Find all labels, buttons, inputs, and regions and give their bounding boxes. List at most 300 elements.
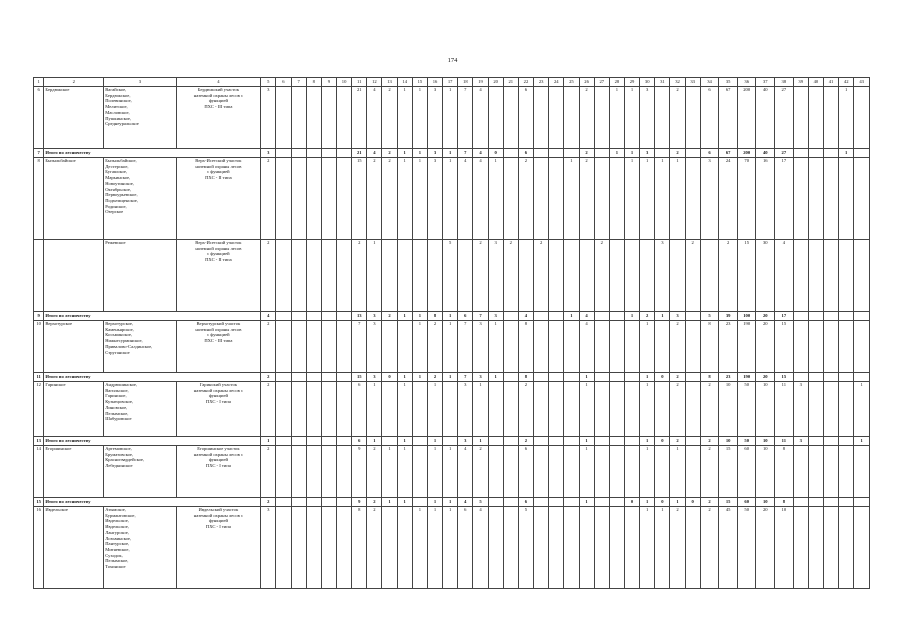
- value-cell: 1: [670, 498, 685, 507]
- value-cell: [854, 373, 870, 382]
- column-header: 2: [44, 78, 104, 87]
- value-cell: [534, 507, 549, 589]
- value-cell: 4: [579, 312, 594, 321]
- value-cell: 1: [473, 437, 488, 446]
- value-cell: 3: [261, 149, 276, 158]
- column-header: 17: [443, 78, 458, 87]
- value-cell: [549, 312, 564, 321]
- value-cell: 1: [412, 507, 427, 589]
- value-cell: [609, 240, 624, 312]
- row-number: 13: [34, 437, 44, 446]
- value-cell: 4: [473, 507, 488, 589]
- value-cell: 10: [719, 382, 738, 437]
- value-cell: [337, 373, 352, 382]
- value-cell: 2: [427, 321, 442, 373]
- value-cell: [276, 87, 291, 149]
- value-cell: 190: [737, 373, 756, 382]
- value-cell: [793, 321, 808, 373]
- lesnichestvo-name: Первоурьевское,: [105, 192, 138, 198]
- value-cell: [564, 382, 579, 437]
- lesnichestvo-name: Ивдельское,: [105, 518, 129, 524]
- value-cell: 1: [564, 312, 579, 321]
- value-cell: [685, 382, 700, 437]
- value-cell: 15: [352, 158, 367, 240]
- value-cell: 1: [427, 507, 442, 589]
- value-cell: 24: [719, 158, 738, 240]
- fire-unit-line: функцией: [208, 518, 228, 524]
- value-cell: [321, 312, 336, 321]
- value-cell: [609, 312, 624, 321]
- value-cell: [412, 446, 427, 498]
- value-cell: [412, 498, 427, 507]
- value-cell: 23: [719, 373, 738, 382]
- fire-unit-line: ПХС - I типа: [205, 463, 231, 469]
- value-cell: [564, 446, 579, 498]
- value-cell: [685, 437, 700, 446]
- value-cell: 3: [261, 507, 276, 589]
- column-header: 34: [700, 78, 719, 87]
- value-cell: [609, 446, 624, 498]
- lesnichestvo-name: Нижнесурминское,: [105, 338, 143, 344]
- value-cell: [793, 158, 808, 240]
- value-cell: 2: [670, 87, 685, 149]
- value-cell: 1: [839, 149, 854, 158]
- value-cell: 1: [624, 149, 639, 158]
- value-cell: [854, 158, 870, 240]
- value-cell: [412, 240, 427, 312]
- value-cell: 2: [427, 373, 442, 382]
- value-cell: [808, 149, 823, 158]
- column-header: 11: [352, 78, 367, 87]
- value-cell: [808, 498, 823, 507]
- value-cell: [685, 507, 700, 589]
- value-cell: 2: [594, 240, 609, 312]
- value-cell: 60: [737, 446, 756, 498]
- value-cell: [306, 437, 321, 446]
- value-cell: [549, 382, 564, 437]
- lesnichestvo-name: Пушкинское,: [105, 115, 132, 121]
- value-cell: [793, 446, 808, 498]
- value-cell: [382, 382, 397, 437]
- value-cell: 1: [854, 437, 870, 446]
- value-cell: 1: [397, 373, 412, 382]
- value-cell: [337, 240, 352, 312]
- value-cell: 5: [443, 240, 458, 312]
- value-cell: [854, 507, 870, 589]
- value-cell: [321, 87, 336, 149]
- row-number: 12: [34, 382, 44, 437]
- value-cell: 1: [488, 158, 503, 240]
- lesnichestvo-name: Артемовское,: [105, 446, 132, 451]
- value-cell: 200: [737, 149, 756, 158]
- lesnichestvo-name: Митяевское,: [105, 546, 130, 552]
- value-cell: [793, 373, 808, 382]
- column-header: 35: [719, 78, 738, 87]
- value-cell: [823, 498, 838, 507]
- lesnichestvo-name: Косьминское,: [105, 332, 133, 338]
- value-cell: 7: [458, 87, 473, 149]
- value-cell: 40: [756, 149, 775, 158]
- value-cell: [382, 240, 397, 312]
- fire-unit-line: с функцией: [207, 332, 230, 338]
- value-cell: [306, 382, 321, 437]
- row-number: 15: [34, 498, 44, 507]
- value-cell: 2: [670, 373, 685, 382]
- value-cell: [685, 321, 700, 373]
- value-cell: 1: [640, 446, 655, 498]
- value-cell: [594, 158, 609, 240]
- value-cell: 4: [458, 158, 473, 240]
- value-cell: 21: [352, 149, 367, 158]
- value-cell: 27: [775, 87, 794, 149]
- total-label: Итого по лесничеству: [44, 149, 261, 158]
- fire-unit-line: с функцией: [207, 251, 230, 257]
- fire-unit: [176, 158, 261, 240]
- value-cell: 2: [382, 158, 397, 240]
- value-cell: [594, 321, 609, 373]
- value-cell: 2: [261, 446, 276, 498]
- value-cell: [534, 321, 549, 373]
- total-label: Итого по лесничеству: [44, 373, 261, 382]
- value-cell: [609, 373, 624, 382]
- column-header: 1: [34, 78, 44, 87]
- value-cell: [291, 507, 306, 589]
- lesnichestvo-name: Озерское: [105, 209, 124, 215]
- fire-unit-line: наземной охраны лесов: [195, 245, 242, 251]
- value-cell: [655, 149, 670, 158]
- value-cell: 60: [737, 498, 756, 507]
- column-header: 3: [104, 78, 176, 87]
- value-cell: [458, 240, 473, 312]
- value-cell: 5: [518, 507, 533, 589]
- lesnichestvo-name: Привалово-Салдинское,: [105, 343, 153, 349]
- value-cell: 4: [579, 321, 594, 373]
- district-name: Егоршинское: [44, 446, 104, 498]
- value-cell: 13: [352, 312, 367, 321]
- value-cell: 4: [473, 87, 488, 149]
- value-cell: [534, 373, 549, 382]
- value-cell: 1: [640, 507, 655, 589]
- value-cell: [276, 437, 291, 446]
- value-cell: 1: [624, 158, 639, 240]
- value-cell: [276, 507, 291, 589]
- fire-unit-line: наземной охраны лесов с: [193, 387, 244, 393]
- value-cell: 6: [518, 498, 533, 507]
- lesnichestvo-name: Линовское,: [105, 404, 128, 410]
- value-cell: [321, 446, 336, 498]
- value-cell: [839, 312, 854, 321]
- value-cell: [549, 240, 564, 312]
- value-cell: [624, 321, 639, 373]
- lesnichestvo-name: Гаринское,: [105, 393, 127, 399]
- value-cell: 6: [700, 87, 719, 149]
- value-cell: 15: [775, 373, 794, 382]
- value-cell: 2: [382, 149, 397, 158]
- value-cell: 2: [700, 446, 719, 498]
- header-row: [34, 78, 870, 87]
- value-cell: 3: [640, 87, 655, 149]
- value-cell: [321, 149, 336, 158]
- value-cell: 2: [518, 382, 533, 437]
- value-cell: 4: [367, 149, 382, 158]
- value-cell: 27: [775, 149, 794, 158]
- value-cell: [839, 507, 854, 589]
- page-number: 174: [447, 57, 458, 64]
- value-cell: 1: [427, 446, 442, 498]
- value-cell: 3: [458, 382, 473, 437]
- value-cell: [823, 321, 838, 373]
- value-cell: [488, 446, 503, 498]
- value-cell: 1: [397, 446, 412, 498]
- value-cell: 2: [261, 321, 276, 373]
- value-cell: 1: [443, 149, 458, 158]
- value-cell: 30: [756, 240, 775, 312]
- value-cell: [397, 507, 412, 589]
- value-cell: [321, 507, 336, 589]
- column-header: 13: [382, 78, 397, 87]
- value-cell: 50: [737, 382, 756, 437]
- value-cell: [291, 240, 306, 312]
- value-cell: 8: [700, 373, 719, 382]
- column-header: 5: [261, 78, 276, 87]
- column-header: 28: [609, 78, 624, 87]
- value-cell: 1: [397, 312, 412, 321]
- value-cell: [609, 321, 624, 373]
- value-cell: 17: [775, 158, 794, 240]
- value-cell: [564, 87, 579, 149]
- fire-unit-line: Бердюжский участок: [197, 87, 239, 92]
- value-cell: [655, 321, 670, 373]
- value-cell: [564, 149, 579, 158]
- value-cell: [276, 149, 291, 158]
- value-cell: 15: [775, 321, 794, 373]
- lesnichestva-list: [104, 158, 176, 240]
- value-cell: [306, 498, 321, 507]
- lesnichestvo-name: Атымское,: [105, 507, 126, 512]
- value-cell: 2: [700, 498, 719, 507]
- value-cell: 67: [719, 87, 738, 149]
- fire-unit-line: наземной охраны лесов с: [193, 92, 244, 98]
- value-cell: 1: [412, 87, 427, 149]
- value-cell: [564, 437, 579, 446]
- value-cell: 4: [458, 446, 473, 498]
- value-cell: [808, 87, 823, 149]
- value-cell: 2: [670, 507, 685, 589]
- value-cell: 1: [443, 158, 458, 240]
- value-cell: 3: [793, 382, 808, 437]
- fire-unit: [176, 507, 261, 589]
- value-cell: [655, 446, 670, 498]
- value-cell: [306, 240, 321, 312]
- value-cell: [640, 240, 655, 312]
- value-cell: [685, 158, 700, 240]
- value-cell: [609, 437, 624, 446]
- value-cell: 1: [412, 321, 427, 373]
- value-cell: [549, 437, 564, 446]
- value-cell: 1: [640, 498, 655, 507]
- value-cell: [823, 446, 838, 498]
- value-cell: 1: [397, 149, 412, 158]
- table-row: [34, 87, 870, 149]
- value-cell: 1: [382, 498, 397, 507]
- lesnichestvo-name: Вагильское,: [105, 387, 129, 393]
- value-cell: 6: [700, 149, 719, 158]
- value-cell: [594, 373, 609, 382]
- lesnichestvo-name: Верхотурское,: [105, 321, 134, 326]
- value-cell: [443, 437, 458, 446]
- column-header: 6: [276, 78, 291, 87]
- value-cell: [609, 382, 624, 437]
- value-cell: 10: [756, 498, 775, 507]
- value-cell: 0: [655, 498, 670, 507]
- column-header: 41: [823, 78, 838, 87]
- value-cell: [655, 87, 670, 149]
- value-cell: 1: [624, 312, 639, 321]
- row-number: [34, 240, 44, 312]
- value-cell: 3: [670, 312, 685, 321]
- value-cell: 10: [756, 446, 775, 498]
- value-cell: 1: [564, 158, 579, 240]
- value-cell: [291, 312, 306, 321]
- lesnichestvo-name: Масловское,: [105, 109, 130, 115]
- value-cell: 1: [640, 158, 655, 240]
- value-cell: 2: [367, 158, 382, 240]
- lesnichestvo-name: Каменьярское,: [105, 326, 134, 332]
- value-cell: [534, 158, 549, 240]
- fire-unit: [176, 446, 261, 498]
- value-cell: 1: [488, 321, 503, 373]
- fire-unit: [176, 87, 261, 149]
- value-cell: [488, 382, 503, 437]
- value-cell: [276, 312, 291, 321]
- table-row: [34, 446, 870, 498]
- value-cell: [624, 240, 639, 312]
- value-cell: 2: [261, 382, 276, 437]
- value-cell: 2: [700, 382, 719, 437]
- value-cell: [549, 507, 564, 589]
- value-cell: 1: [397, 158, 412, 240]
- value-cell: [594, 149, 609, 158]
- total-row: [34, 498, 870, 507]
- value-cell: [321, 373, 336, 382]
- value-cell: 2: [685, 240, 700, 312]
- value-cell: 2: [261, 373, 276, 382]
- value-cell: [579, 240, 594, 312]
- value-cell: [321, 240, 336, 312]
- value-cell: 2: [579, 158, 594, 240]
- value-cell: 6: [458, 312, 473, 321]
- lesnichestvo-name: Ивдельское,: [105, 524, 129, 530]
- value-cell: 1: [579, 437, 594, 446]
- fire-unit-line: функцией: [208, 393, 228, 399]
- value-cell: 7: [352, 321, 367, 373]
- value-cell: 67: [719, 149, 738, 158]
- value-cell: [276, 446, 291, 498]
- fire-unit-line: Верх-Исетский участок: [195, 240, 242, 245]
- value-cell: 1: [412, 312, 427, 321]
- value-cell: 1: [261, 437, 276, 446]
- value-cell: [549, 321, 564, 373]
- value-cell: [839, 437, 854, 446]
- value-cell: 23: [719, 321, 738, 373]
- district-name: Гаринское: [44, 382, 104, 437]
- value-cell: 2: [382, 312, 397, 321]
- value-cell: [534, 498, 549, 507]
- fire-unit: [176, 321, 261, 373]
- value-cell: [337, 382, 352, 437]
- value-cell: 6: [352, 382, 367, 437]
- lesnichestvo-name: Мелитское,: [105, 104, 128, 110]
- value-cell: 1: [397, 437, 412, 446]
- district-name: [44, 240, 104, 312]
- column-header: 40: [808, 78, 823, 87]
- value-cell: 1: [640, 321, 655, 373]
- value-cell: [594, 87, 609, 149]
- value-cell: 1: [655, 507, 670, 589]
- value-cell: [306, 373, 321, 382]
- fire-unit-line: наземной охраны лесов с: [193, 451, 244, 457]
- column-header: 4: [176, 78, 261, 87]
- value-cell: [685, 446, 700, 498]
- value-cell: 8: [518, 321, 533, 373]
- value-cell: [609, 158, 624, 240]
- value-cell: [337, 321, 352, 373]
- total-row: [34, 373, 870, 382]
- value-cell: 7: [458, 149, 473, 158]
- value-cell: [276, 498, 291, 507]
- column-header: 18: [458, 78, 473, 87]
- value-cell: [382, 321, 397, 373]
- value-cell: 3: [367, 373, 382, 382]
- lesnichestvo-name: Новоутинское,: [105, 180, 134, 186]
- lesnichestvo-name: Подъемщенское,: [105, 197, 138, 203]
- value-cell: [793, 149, 808, 158]
- value-cell: 1: [443, 373, 458, 382]
- value-cell: [564, 321, 579, 373]
- value-cell: [534, 312, 549, 321]
- value-cell: 2: [503, 240, 518, 312]
- value-cell: [823, 240, 838, 312]
- lesnichestvo-name: Полевинское,: [105, 98, 132, 104]
- value-cell: [337, 158, 352, 240]
- value-cell: 1: [367, 437, 382, 446]
- value-cell: 40: [756, 87, 775, 149]
- fire-unit-line: функцией: [208, 457, 228, 463]
- value-cell: [808, 240, 823, 312]
- value-cell: [624, 507, 639, 589]
- value-cell: 1: [427, 382, 442, 437]
- value-cell: 2: [670, 321, 685, 373]
- value-cell: 2: [579, 87, 594, 149]
- value-cell: 7: [458, 373, 473, 382]
- lesnichestvo-name: Лозьвинское,: [105, 535, 132, 541]
- lesnichestvo-name: Шабуровское: [105, 416, 132, 422]
- lesnichestva-list: [104, 240, 176, 312]
- value-cell: [808, 446, 823, 498]
- column-header: 30: [640, 78, 655, 87]
- value-cell: [700, 240, 719, 312]
- value-cell: 0: [655, 437, 670, 446]
- value-cell: [321, 437, 336, 446]
- value-cell: [412, 382, 427, 437]
- value-cell: [337, 437, 352, 446]
- value-cell: [306, 87, 321, 149]
- value-cell: [291, 382, 306, 437]
- value-cell: [594, 498, 609, 507]
- value-cell: 6: [458, 507, 473, 589]
- value-cell: [839, 498, 854, 507]
- value-cell: [808, 382, 823, 437]
